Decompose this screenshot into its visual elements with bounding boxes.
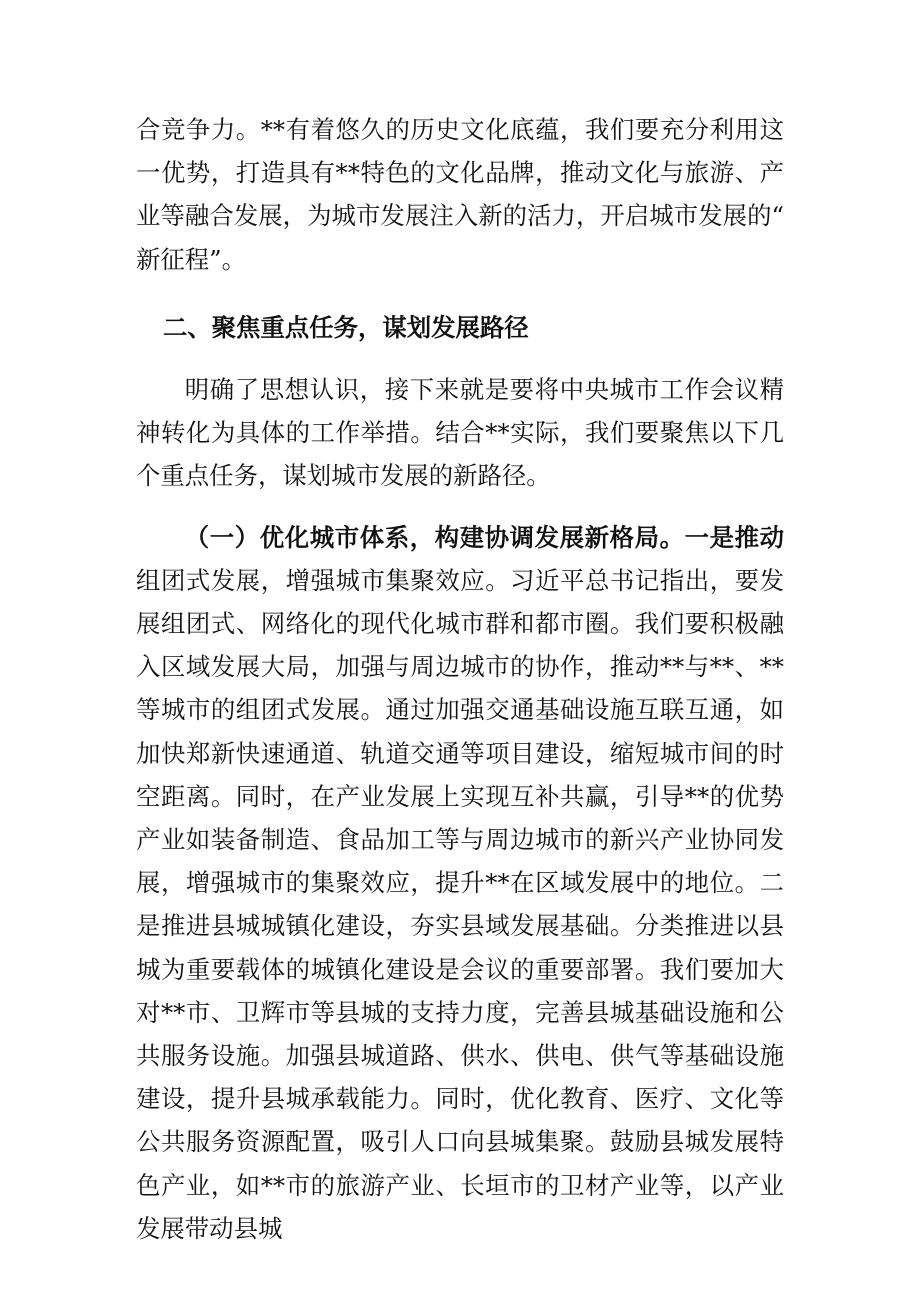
section-heading: 二、聚焦重点任务，谋划发展路径 xyxy=(162,312,529,342)
point-one-body: 组团式发展，增强城市集聚效应。习近平总书记指出，要发展组团式、网络化的现代化城市群和都市圈。我们要积极融入区域发展大局，加强与周边城市的协作，推动**与**、**等城市的组团式发展。通过加强交通基础设施互联互通，如加快郑新快速通道、轨道交通等项目建设，缩短城市间的时空距离。同时，在产业发展上实现互补共赢，引导**的优势产业如装备制造、食品加工等与周边城市的新兴产业协同发展，增强城市的集聚效应，提升**在区域发展中的地位。二是推进县城城镇化建设，夯实县域发展基础。分类推进以县城为重要载体的城镇化建设是会议的重要部署。我们要加大对**市、卫辉市等县城的支持力度，完善县城基础设施和公共服务设施。加强县城道路、供水、供电、供气等基础设施建设，提升县城承载能力。同时，优化教育、医疗、文化等公共服务资源配置，吸引人口向县城集聚。鼓励县城发展特色产业，如**市的旅游产业、长垣市的卫材产业等，以产业发展带动县城 xyxy=(136,565,784,1243)
paragraph-continuation: 合竞争力。**有着悠久的历史文化底蕴，我们要充分利用这一优势，打造具有**特色的文化品牌，推动文化与旅游、产业等融合发展，为城市发展注入新的活力，开启城市发展的“新征程”。 xyxy=(136,115,784,274)
paragraph-intro: 明确了思想认识，接下来就是要将中央城市工作会议精神转化为具体的工作举措。结合**实际，我们要聚焦以下几个重点任务，谋划城市发展的新路径。 xyxy=(136,375,784,491)
point-one-lead: 一是推动 xyxy=(684,522,784,552)
paragraph-point-one xyxy=(136,516,784,1250)
document-page xyxy=(136,108,784,1250)
sub-heading: （一）优化城市体系，构建协调发展新格局。 xyxy=(184,522,685,552)
